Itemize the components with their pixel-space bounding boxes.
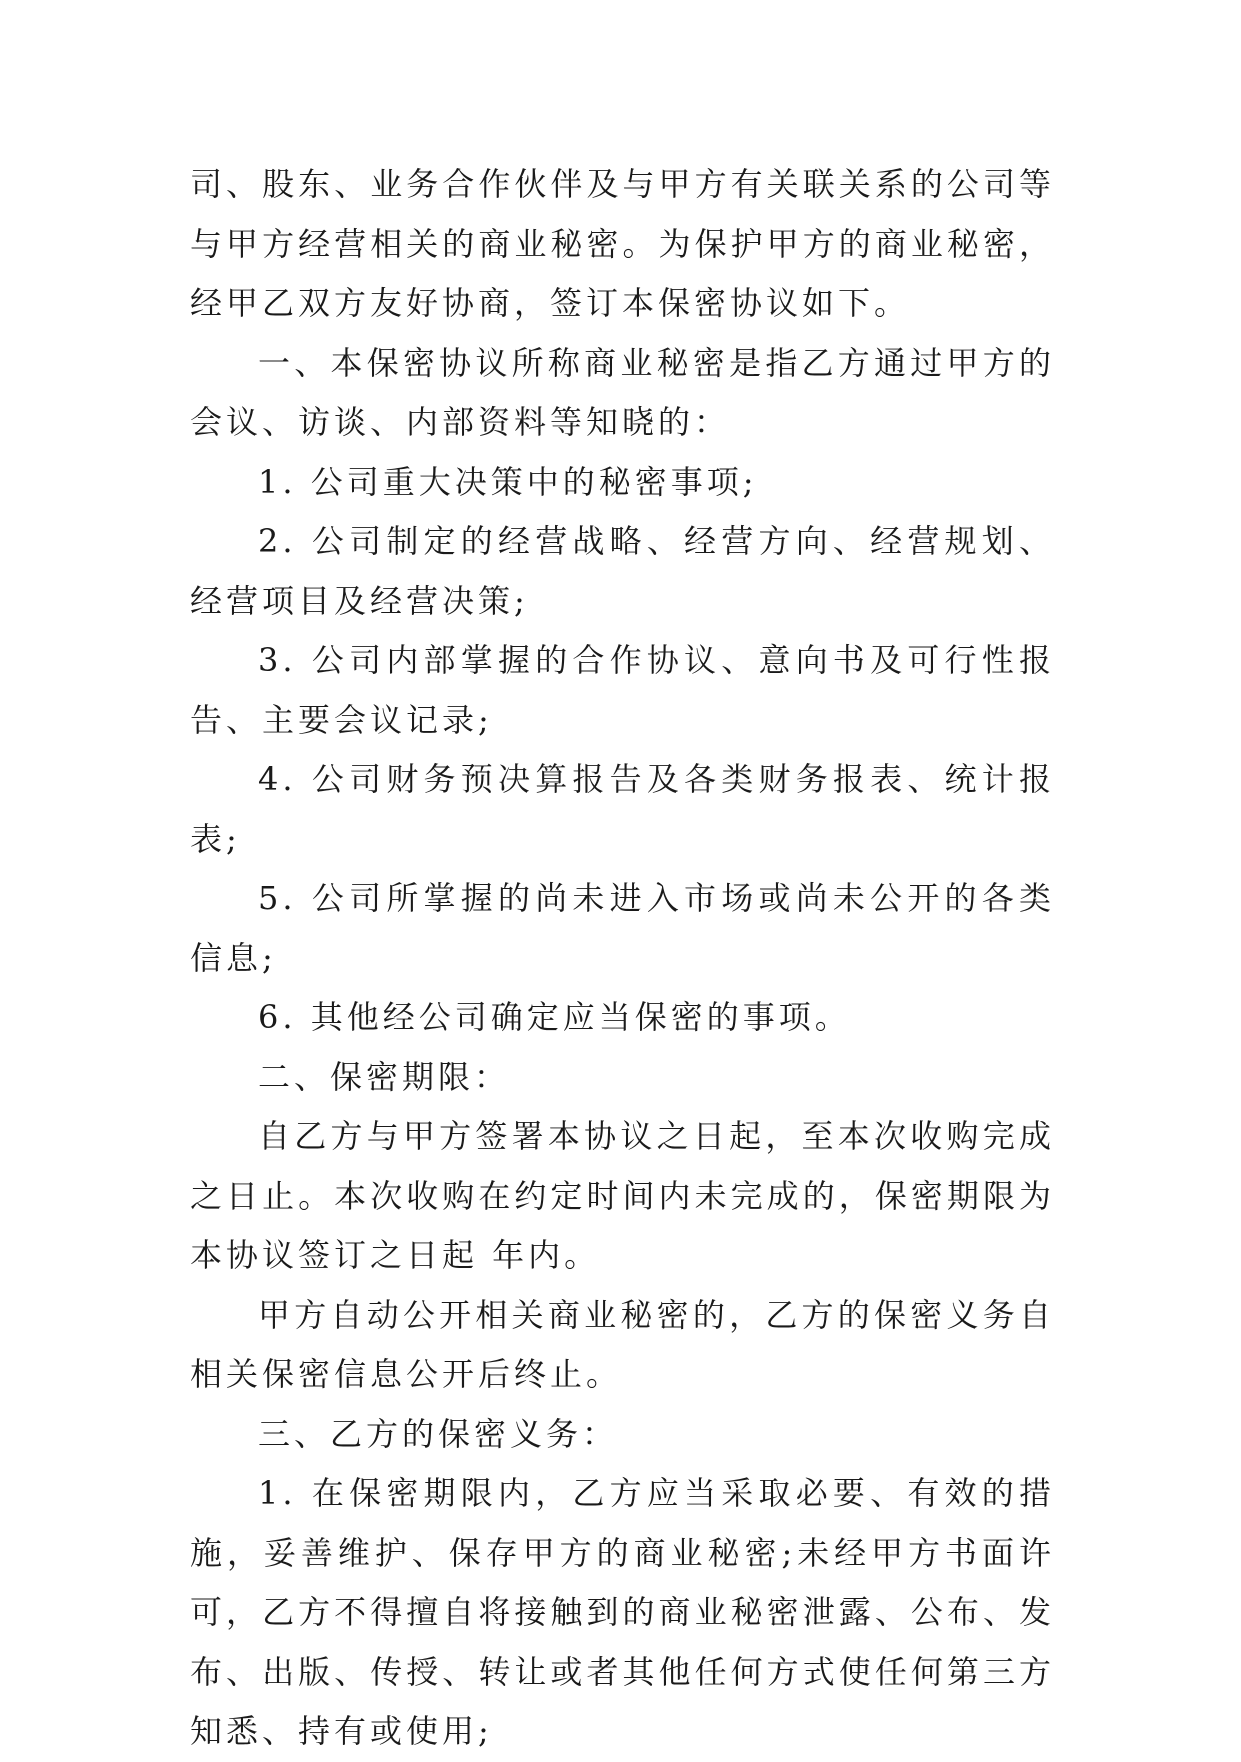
- paragraph: 自乙方与甲方签署本协议之日起，至本次收购完成之日止。本次收购在约定时间内未完成的，保密期限为本协议签订之日起 年内。: [190, 1117, 1055, 1274]
- document-page: [190, 155, 1055, 1762]
- section-heading: 三、乙方的保密义务：: [258, 1414, 619, 1453]
- list-item: 6. 其他经公司确定应当保密的事项。: [258, 998, 851, 1036]
- list-item: 3. 公司内部掌握的合作协议、意向书及可行性报告、主要会议记录;: [190, 641, 1055, 739]
- list-item: 2. 公司制定的经营战略、经营方向、经营规划、经营项目及经营决策;: [190, 522, 1055, 620]
- list-item: 1. 公司重大决策中的秘密事项;: [258, 462, 758, 501]
- paragraph: 司、股东、业务合作伙伴及与甲方有关联关系的公司等与甲方经营相关的商业秘密。为保护甲方的商业秘密，经甲乙双方友好协商，签订本保密协议如下。: [190, 165, 1055, 322]
- list-item: 1. 在保密期限内，乙方应当采取必要、有效的措施，妥善维护、保存甲方的商业秘密;未经甲方书面许可，乙方不得擅自将接触到的商业秘密泄露、公布、发布、出版、传授、转让或者其他任何方式使任何第三方知悉、持有或使用;: [190, 1474, 1055, 1750]
- list-item: 4. 公司财务预决算报告及各类财务报表、统计报表;: [190, 760, 1055, 858]
- paragraph: 一、本保密协议所称商业秘密是指乙方通过甲方的会议、访谈、内部资料等知晓的：: [190, 343, 1055, 441]
- list-item: 5. 公司所掌握的尚未进入市场或尚未公开的各类信息;: [190, 879, 1055, 977]
- section-heading: 二、保密期限：: [258, 1057, 511, 1096]
- paragraph: 甲方自动公开相关商业秘密的，乙方的保密义务自相关保密信息公开后终止。: [190, 1295, 1055, 1393]
